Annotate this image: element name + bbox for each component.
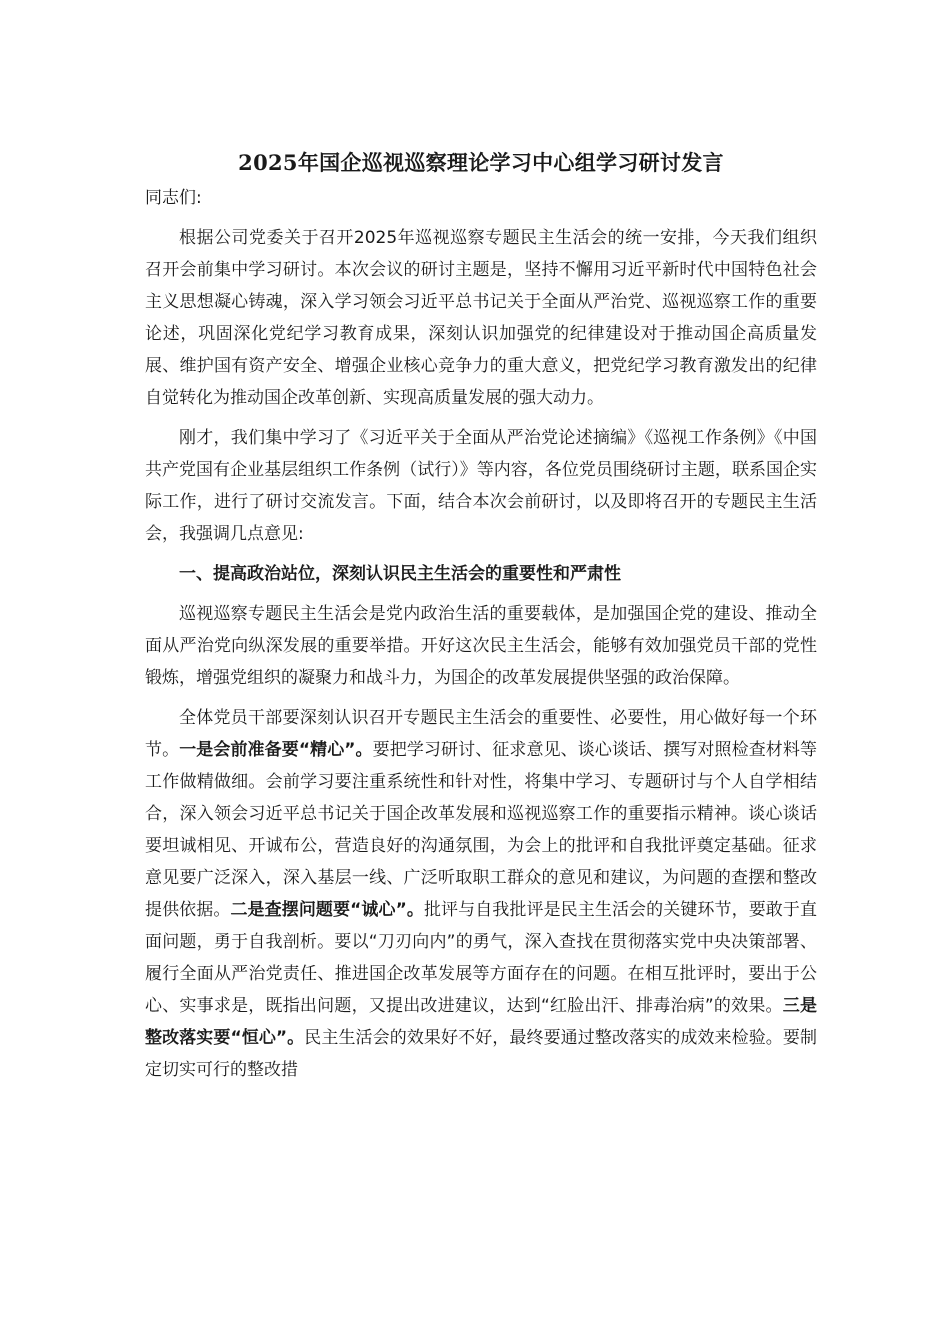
requirements-intro: 全体党员干部要深刻认识召开专题民主生活会的重要性、必要性，用心做好每一个环节。: [145, 708, 817, 760]
section-heading-1: 一、提高政治站位，深刻认识民主生活会的重要性和严肃性: [179, 564, 621, 584]
salutation: 同志们:: [145, 188, 202, 208]
point-one-heading: 一是会前准备要“精心”。: [179, 740, 373, 760]
paragraph-intro: 根据公司党委关于召开2025年巡视巡察专题民主生活会的统一安排，今天我们组织召开会前集中学习研讨。本次会议的研讨主题是，坚持不懈用习近平新时代中国特色社会主义思想凝心铸魂，深入学习领会习近平总书记关于全面从严治党、巡视巡察工作的重要论述，巩固深化党纪学习教育成果，深刻认识加强党的纪律建设对于推动国企高质量发展、维护国有资产安全、增强企业核心竞争力的重大意义，把党纪学习教育激发出的纪律自觉转化为推动国企改革创新、实现高质量发展的强大动力。: [145, 228, 817, 408]
point-three-heading: 三是整改落实要“恒心”。: [145, 996, 817, 1048]
document-page: [145, 146, 817, 1094]
point-two-body: 批评与自我批评是民主生活会的关键环节，要敢于直面问题，勇于自我剖析。要以“刀刃向内”的勇气，深入查找在贯彻落实党中央决策部署、履行全面从严治党责任、推进国企改革发展等方面存在的问题。在相互批评时，要出于公心、实事求是，既指出问题，又提出改进建议，达到“红脸出汗、排毒治病”的效果。: [145, 900, 817, 1016]
paragraph-requirements: [145, 702, 817, 1086]
paragraph-study-summary: 刚才，我们集中学习了《习近平关于全面从严治党论述摘编》《巡视工作条例》《中国共产党国有企业基层组织工作条例（试行）》等内容，各位党员围绕研讨主题，联系国企实际工作，进行了研讨交流发言。下面，结合本次会前研讨，以及即将召开的专题民主生活会，我强调几点意见:: [145, 428, 817, 544]
paragraph-significance: 巡视巡察专题民主生活会是党内政治生活的重要载体，是加强国企党的建设、推动全面从严治党向纵深发展的重要举措。开好这次民主生活会，能够有效加强党员干部的党性锻炼，增强党组织的凝聚力和战斗力，为国企的改革发展提供坚强的政治保障。: [145, 604, 817, 688]
point-one-body: 要把学习研讨、征求意见、谈心谈话、撰写对照检查材料等工作做精做细。会前学习要注重系统性和针对性，将集中学习、专题研讨与个人自学相结合，深入领会习近平总书记关于国企改革发展和巡视巡察工作的重要指示精神。谈心谈话要坦诚相见、开诚布公，营造良好的沟通氛围，为会上的批评和自我批评奠定基础。征求意见要广泛深入，深入基层一线、广泛听取职工群众的意见和建议，为问题的查摆和整改提供依据。: [145, 740, 817, 920]
point-two-heading: 二是查摆问题要“诚心”。: [230, 900, 424, 920]
document-title: 2025年国企巡视巡察理论学习中心组学习研讨发言: [238, 150, 724, 175]
point-three-body: 民主生活会的效果好不好，最终要通过整改落实的成效来检验。要制定切实可行的整改措: [145, 1028, 817, 1080]
